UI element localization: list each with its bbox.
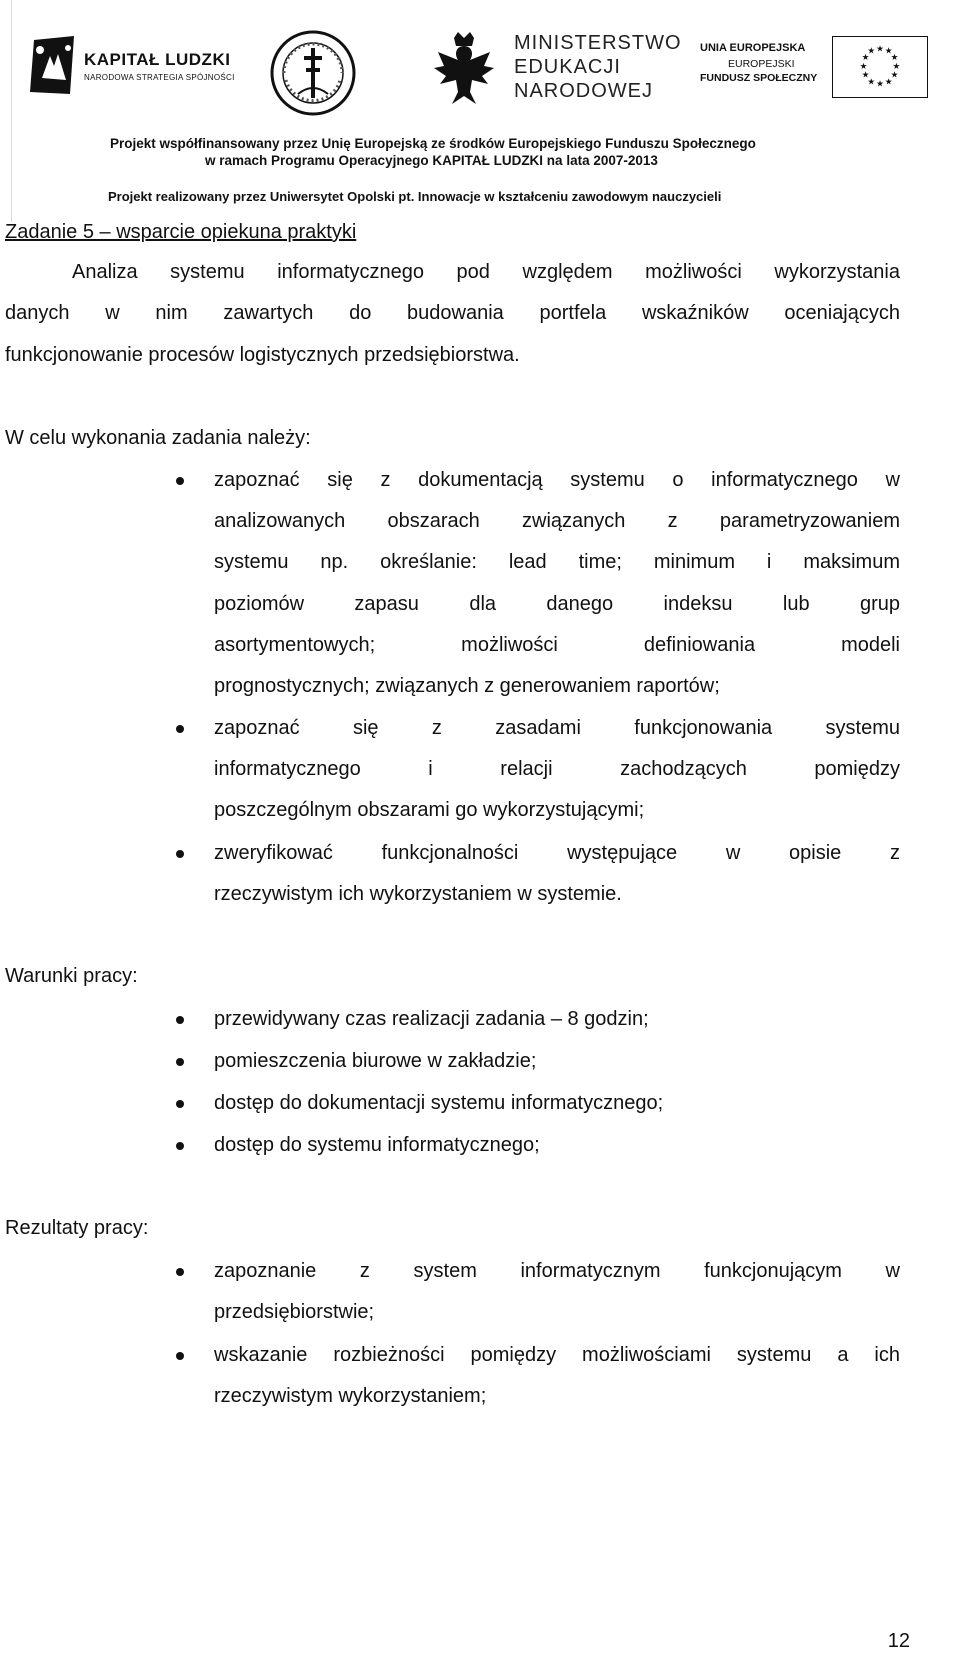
result-1-line-1: zapoznanie z system informatycznym funkcjonującym w <box>214 1260 900 1282</box>
results-label: Rezultaty pracy: <box>5 1217 149 1239</box>
bullet-icon <box>176 850 184 858</box>
bullet-icon <box>176 1016 184 1024</box>
svg-text:★: ★ <box>892 60 901 71</box>
eu-line-1: UNIA EUROPEJSKA <box>700 42 806 54</box>
svg-text:★: ★ <box>890 69 899 80</box>
kapital-ludzki-icon <box>28 36 80 96</box>
bullet-icon <box>176 1058 184 1066</box>
bullet-icon <box>176 1100 184 1108</box>
ministry-line-2: EDUKACJI <box>514 56 621 78</box>
step-2-line-2: informatycznego i relacji zachodzących pomiędzy <box>214 758 900 780</box>
cofinance-line-1: Projekt współfinansowany przez Unię Europejską ze środków Europejskiego Funduszu Społecznego <box>110 136 756 151</box>
step-3-line-1: zweryfikować funkcjonalności występujące w opisie z <box>214 842 900 864</box>
step-2-line-1: zapoznać się z zasadami funkcjonowania systemu <box>214 717 900 739</box>
page-edge <box>11 0 12 222</box>
eagle-emblem <box>430 32 498 108</box>
eu-line-3: FUNDUSZ SPOŁECZNY <box>700 72 818 84</box>
condition-item-2: pomieszczenia biurowe w zakładzie; <box>214 1050 537 1072</box>
svg-text:★: ★ <box>859 60 868 71</box>
svg-text:★: ★ <box>867 45 876 56</box>
steps-label: W celu wykonania zadania należy: <box>5 427 311 449</box>
bullet-icon <box>176 1142 184 1150</box>
step-3-line-2: rzeczywistym ich wykorzystaniem w systemie. <box>214 883 622 905</box>
step-1-line-5: asortymentowych; możliwości definiowania modeli <box>214 634 900 656</box>
cofinance-line-2: w ramach Programu Operacyjnego KAPITAŁ LUDZKI na lata 2007-2013 <box>205 153 658 168</box>
intro-line-3: funkcjonowanie procesów logistycznych przedsiębiorstwa. <box>5 344 520 366</box>
step-1-line-1: zapoznać się z dokumentacją systemu o informatycznego w <box>214 469 900 491</box>
header-logos <box>28 28 928 118</box>
condition-item-4: dostęp do systemu informatycznego; <box>214 1134 540 1156</box>
ministry-line-1: MINISTERSTWO <box>514 32 682 54</box>
conditions-label: Warunki pracy: <box>5 965 138 987</box>
svg-text:★: ★ <box>884 76 893 87</box>
eu-line-2: EUROPEJSKI <box>728 58 795 70</box>
page-number: 12 <box>887 1630 910 1652</box>
bullet-icon <box>176 725 184 733</box>
svg-text:★: ★ <box>876 43 884 54</box>
university-seal <box>268 28 358 118</box>
kapital-ludzki-title: KAPITAŁ LUDZKI <box>84 50 231 69</box>
svg-text:★: ★ <box>867 76 876 87</box>
svg-text:★: ★ <box>890 52 899 63</box>
svg-text:★: ★ <box>884 45 893 56</box>
step-1-line-4: poziomów zapasu dla danego indeksu lub grup <box>214 593 900 615</box>
task-heading: Zadanie 5 – wsparcie opiekuna praktyki <box>5 221 357 243</box>
result-2-line-2: rzeczywistym wykorzystaniem; <box>214 1385 487 1407</box>
bullet-icon <box>176 477 184 485</box>
eu-flag <box>832 36 928 98</box>
result-2-line-1: wskazanie rozbieżności pomiędzy możliwościami systemu a ich <box>214 1344 900 1366</box>
step-1-line-2: analizowanych obszarach związanych z parametryzowaniem <box>214 510 900 532</box>
kapital-ludzki-subtitle: NARODOWA STRATEGIA SPÓJNOŚCI <box>84 73 235 82</box>
step-1-line-6: prognostycznych; związanych z generowaniem raportów; <box>214 675 720 697</box>
intro-line-1: Analiza systemu informatycznego pod względem możliwości wykorzystania <box>72 261 900 283</box>
project-line: Projekt realizowany przez Uniwersytet Opolski pt. Innowacje w kształceniu zawodowym nauczycieli <box>108 189 722 204</box>
step-1-line-3: systemu np. określanie: lead time; minimum i maksimum <box>214 551 900 573</box>
ministry-line-3: NARODOWEJ <box>514 80 653 102</box>
ministry-logo <box>430 32 710 112</box>
svg-text:★: ★ <box>876 78 884 89</box>
intro-line-2: danych w nim zawartych do budowania portfela wskaźników oceniających <box>5 302 900 324</box>
svg-text:★: ★ <box>861 69 870 80</box>
step-2-line-3: poszczególnym obszarami go wykorzystującymi; <box>214 799 645 821</box>
eu-stars <box>860 44 901 89</box>
bullet-icon <box>176 1268 184 1276</box>
bullet-icon <box>176 1352 184 1360</box>
result-1-line-2: przedsiębiorstwie; <box>214 1301 375 1323</box>
svg-text:★: ★ <box>861 52 870 63</box>
condition-item-1: przewidywany czas realizacji zadania – 8 godzin; <box>214 1008 649 1030</box>
kapital-ludzki-logo <box>28 36 235 102</box>
eu-logo <box>700 36 930 106</box>
condition-item-3: dostęp do dokumentacji systemu informatycznego; <box>214 1092 664 1114</box>
